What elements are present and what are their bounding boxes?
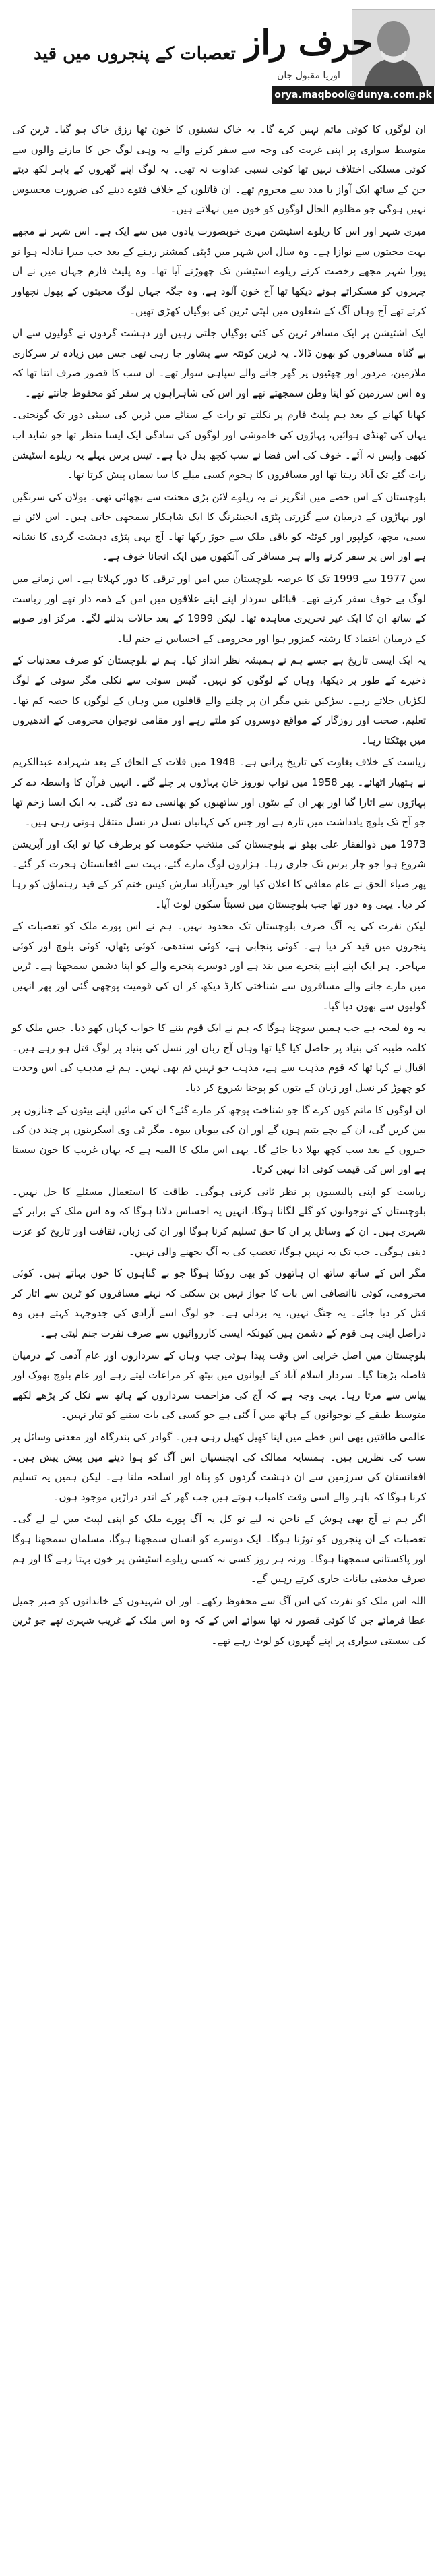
paragraph: یہ ایک ایسی تاریخ ہے جسے ہم نے ہمیشہ نظر انداز کیا۔ ہم نے بلوچستان کو صرف معدنیات کے ذخیرے کے طور پر دیکھا، وہاں کے لوگوں کو نہیں۔ گیس سوئی سے نکلی مگر سوئی کے لوگ لکڑیاں جلاتے رہے۔ سڑکیں بنیں مگر ان پر چلنے والے قافلوں میں وہاں کے لوگوں کا حصہ کم تھا۔ تعلیم، صحت اور روزگار کے مواقع دوسروں کو ملتے رہے اور مقامی نوجوان محرومی کے اندھیروں میں بھٹکتا رہا۔ xyxy=(12,654,426,747)
paragraph: اگر ہم نے آج بھی ہوش کے ناخن نہ لیے تو کل یہ آگ پورے ملک کو اپنی لپیٹ میں لے لے گی۔ تعصبات کے ان پنجروں کو توڑنا ہوگا۔ ایک دوسرے کو انسان سمجھنا ہوگا، مسلمان سمجھنا ہوگا اور پاکستانی سمجھنا ہوگا۔ ورنہ ہر روز کسی نہ کسی ریلوے اسٹیشن پر خون بہتا رہے گا اور ہم صرف مذمتی بیانات جاری کرتے رہیں گے۔ xyxy=(12,1513,426,1585)
author-email: orya.maqbool@dunya.com.pk xyxy=(272,86,434,104)
paragraph: عالمی طاقتیں بھی اس خطے میں اپنا کھیل کھیل رہی ہیں۔ گوادر کی بندرگاہ اور معدنی وسائل پر سب کی نظریں ہیں۔ ہمسایہ ممالک کی ایجنسیاں اس آگ کو ہوا دینے میں پیش پیش ہیں۔ افغانستان کی سرزمین سے ان دہشت گردوں کو پناہ اور اسلحہ ملتا ہے۔ لیکن ہمیں یہ تسلیم کرنا ہوگا کہ باہر والے اسی وقت کامیاب ہوتے ہیں جب گھر کے اندر دراڑیں موجود ہوں۔ xyxy=(12,1431,426,1503)
paragraph: اللہ اس ملک کو نفرت کی اس آگ سے محفوظ رکھے۔ اور ان شہیدوں کے خاندانوں کو صبر جمیل عطا فرمائے جن کا کوئی قصور نہ تھا سوائے اس کے کہ وہ اس ملک کے غریب شہری تھے جو ٹرین کی سستی سواری پر اپنے گھروں کو لوٹ رہے تھے۔ xyxy=(12,1594,426,1647)
column-header xyxy=(0,0,438,115)
paragraph: بلوچستان میں اصل خرابی اس وقت پیدا ہوئی جب وہاں کے سرداروں اور عام آدمی کے درمیان فاصلہ بڑھتا گیا۔ سردار اسلام آباد کے ایوانوں میں بیٹھ کر مراعات لیتے رہے اور عام بلوچ بھوک اور پیاس سے مرتا رہا۔ یہی وجہ ہے کہ آج کی مزاحمت سرداروں کے ہاتھ سے نکل کر پڑھے لکھے متوسط طبقے کے نوجوانوں کے ہاتھ میں آ گئی ہے جو کسی کی بات سننے کو تیار نہیں۔ xyxy=(12,1349,426,1422)
author-name: اوریا مقبول جان xyxy=(277,70,340,81)
paragraph: یہ وہ لمحہ ہے جب ہمیں سوچنا ہوگا کہ ہم نے ایک قوم بننے کا خواب کہاں کھو دیا۔ جس ملک کو کلمہ طیبہ کی بنیاد پر حاصل کیا گیا تھا وہاں آج زبان اور نسل کی بنیاد پر لوگ قتل ہو رہے ہیں۔ اقبال نے کہا تھا کہ قوم مذہب سے ہے، مذہب جو نہیں تم بھی نہیں۔ ہم نے مذہب کی اس وحدت کو چھوڑ کر نسل اور زبان کے بتوں کو پوجنا شروع کر دیا۔ xyxy=(12,1022,426,1094)
paragraph: ان لوگوں کا کوئی ماتم نہیں کرے گا۔ یہ خاک نشینوں کا خون تھا رزق خاک ہو گیا۔ ٹرین کی متوسط سواری پر اپنی غربت کی وجہ سے سفر کرنے والے یہ وہی لوگ جن کا مارنے والوں سے کوئی مسلکی اختلاف نہیں تھا کوئی نسبی عداوت نہ تھی۔ یہ لوگ اپنے گھروں کے باہر لکھ دیتے جن کے ساتھ ایک آواز یا مدد سے محروم تھے۔ ان قاتلوں کے خلاف فتوے دینے کی ضرورت محسوس نہیں ہوگی جو مظلوم الحال لوگوں کو خون میں نہلاتے ہیں۔ xyxy=(12,123,426,216)
paragraph: مگر اس کے ساتھ ساتھ ان ہاتھوں کو بھی روکنا ہوگا جو بے گناہوں کا خون بہاتے ہیں۔ کوئی محرومی، کوئی ناانصافی اس بات کا جواز نہیں بن سکتی کہ نہتے مسافروں کو ٹرین سے اتار کر قتل کر دیا جائے۔ یہ جنگ نہیں، یہ بزدلی ہے۔ جو لوگ اسے آزادی کی جدوجہد کہتے ہیں وہ دراصل اپنی ہی قوم کے دشمن ہیں کیونکہ ایسی کارروائیوں سے صرف نفرت جنم لیتی ہے۔ xyxy=(12,1267,426,1340)
paragraph: ریاست کو اپنی پالیسیوں پر نظر ثانی کرنی ہوگی۔ طاقت کا استعمال مسئلے کا حل نہیں۔ بلوچستان کے نوجوانوں کو گلے لگانا ہوگا، انہیں یہ احساس دلانا ہوگا کہ وہ اس ملک کے برابر کے شہری ہیں۔ ان کے وسائل پر ان کا حق تسلیم کرنا ہوگا اور ان کی زبان، ثقافت اور تاریخ کو عزت دینی ہوگی۔ جب تک یہ نہیں ہوگا، تعصب کی یہ آگ بجھنے والی نہیں۔ xyxy=(12,1185,426,1258)
paragraph: میری شہر اور اس کا ریلوے اسٹیشن میری خوبصورت یادوں میں سے ایک ہے۔ اس شہر نے مجھے بہت محبتوں سے نوازا ہے۔ وہ سال اس شہر میں ڈپٹی کمشنر رہنے کے بعد جب میرا تبادلہ ہوا تو پورا شہر مجھے رخصت کرنے ریلوے اسٹیشن تک چھوڑنے آیا تھا۔ وہ پلیٹ فارم جہاں میں نے ان چہروں کو مسکراتے ہوئے دیکھا تھا آج خون آلود ہے، وہ جگہ جہاں لوگ محبتوں کے پھول نچھاور کرتے تھے آج وہاں آگ کے شعلوں میں لپٹی ٹرین کی بوگیاں کھڑی تھیں۔ xyxy=(12,225,426,318)
logo-icon xyxy=(245,12,373,70)
article-body xyxy=(12,120,426,2561)
paragraph: بلوچستان کے اس حصے میں انگریز نے یہ ریلوے لائن بڑی محنت سے بچھائی تھی۔ بولان کی سرنگیں اور پہاڑوں کے درمیان سے گزرتی پٹڑی انجینئرنگ کا ایک شاہکار سمجھی جاتی ہیں۔ اس لائن نے سبی، مچھ، کولپور اور کوئٹہ کو باقی ملک سے جوڑ رکھا تھا۔ آج یہی پٹڑی دہشت گردی کا نشانہ ہے اور اس پر سفر کرنے والے ہر مسافر کی آنکھوں میں ایک انجانا خوف ہے۔ xyxy=(12,490,426,563)
paragraph: ریاست کے خلاف بغاوت کی تاریخ پرانی ہے۔ 1948 میں قلات کے الحاق کے بعد شہزادہ عبدالکریم نے ہتھیار اٹھائے۔ پھر 1958 میں نواب نوروز خان پہاڑوں پر چلے گئے۔ انہیں قرآن کا واسطہ دے کر پہاڑوں سے اتارا گیا اور پھر ان کے بیٹوں اور ساتھیوں کو پھانسی دے دی گئی۔ یہ ایک ایسا زخم تھا جو آج تک بلوچ یادداشت میں تازہ ہے اور جس کی کہانیاں نسل در نسل منتقل ہوتی رہی ہیں۔ xyxy=(12,756,426,829)
logo-text: حرف راز xyxy=(245,22,373,62)
paragraph: 1973 میں ذوالفقار علی بھٹو نے بلوچستان کی منتخب حکومت کو برطرف کیا تو ایک اور آپریشن شروع ہوا جو چار برس تک جاری رہا۔ ہزاروں لوگ مارے گئے، بہت سے افغانستان ہجرت کر گئے۔ پھر ضیاء الحق نے عام معافی کا اعلان کیا اور حیدرآباد سازش کیس ختم کر کے قید رہنماؤں کو رہا کر دیا۔ یہی وہ دور تھا جب بلوچستان میں نسبتاً سکون لوٹ آیا۔ xyxy=(12,838,426,910)
paragraph: لیکن نفرت کی یہ آگ صرف بلوچستان تک محدود نہیں۔ ہم نے اس پورے ملک کو تعصبات کے پنجروں میں قید کر دیا ہے۔ کوئی پنجابی ہے، کوئی سندھی، کوئی پٹھان، کوئی بلوچ اور کوئی مہاجر۔ ہر ایک اپنے اپنے پنجرے میں بند ہے اور دوسرے پنجرے والے کو اپنا دشمن سمجھتا ہے۔ ٹرین میں مارے جانے والے مسافروں سے شناختی کارڈ دیکھ کر ان کی قومیت پوچھی گئی اور پھر انہیں گولیوں سے بھون دیا گیا۔ xyxy=(12,920,426,1012)
column-logo xyxy=(245,12,373,70)
column-title: تعصبات کے پنجروں میں قید xyxy=(34,44,236,64)
paragraph: ایک اشٹیشن پر ایک مسافر ٹرین کی کئی بوگیاں جلتی رہیں اور دہشت گردوں نے گولیوں سے ان بے گناہ مسافروں کو بھون ڈالا۔ یہ ٹرین کوئٹہ سے پشاور جا رہی تھی جس میں زیادہ تر سرکاری ملازمین، مزدور اور چھٹیوں پر گھر جانے والے سپاہی سوار تھے۔ ان سب کا قصور صرف اتنا تھا کہ وہ اس سرزمین کو اپنا وطن سمجھتے تھے اور اس کی شاہراہوں پر سفر کو محفوظ جانتے تھے۔ xyxy=(12,326,426,399)
paragraph: کھانا کھانے کے بعد ہم پلیٹ فارم پر نکلتے تو رات کے سناٹے میں ٹرین کی سیٹی دور تک گونجتی۔ یہاں کی ٹھنڈی ہوائیں، پہاڑوں کی خاموشی اور لوگوں کی سادگی ایک ایسا منظر تھا جو شاید اب کبھی واپس نہ آئے۔ خوف کی اس فضا نے سب کچھ بدل دیا ہے۔ تیس برس پہلے یہ ریلوے اسٹیشن رات گئے تک آباد رہتا تھا اور مسافروں کا ہجوم کسی میلے کا سا سماں پیش کرتا تھا۔ xyxy=(12,409,426,481)
paragraph: ان لوگوں کا ماتم کون کرے گا جو شناخت پوچھ کر مارے گئے؟ ان کی مائیں اپنے بیٹوں کے جنازوں پر بین کریں گی، ان کے بچے یتیم ہوں گے اور ان کی بیویاں بیوہ۔ مگر ٹی وی اسکرینوں پر چند دن کی خبروں کے بعد سب کچھ بھلا دیا جائے گا۔ یہی اس ملک کا المیہ ہے کہ یہاں غریب کا خون سستا ہے اور اس کی قیمت کوئی ادا نہیں کرتا۔ xyxy=(12,1103,426,1176)
paragraph: سن 1977 سے 1999 تک کا عرصہ بلوچستان میں امن اور ترقی کا دور کہلاتا ہے۔ اس زمانے میں لوگ بے خوف سفر کرتے تھے۔ قبائلی سردار اپنے اپنے علاقوں میں امن کے ذمہ دار تھے اور ریاست کے ساتھ ان کا ایک غیر تحریری معاہدہ تھا۔ لیکن 1999 کے بعد حالات بدلنے لگے۔ مرکز اور صوبے کے درمیان اعتماد کا رشتہ کمزور ہوا اور محرومی کے احساس نے جنم لیا۔ xyxy=(12,573,427,645)
